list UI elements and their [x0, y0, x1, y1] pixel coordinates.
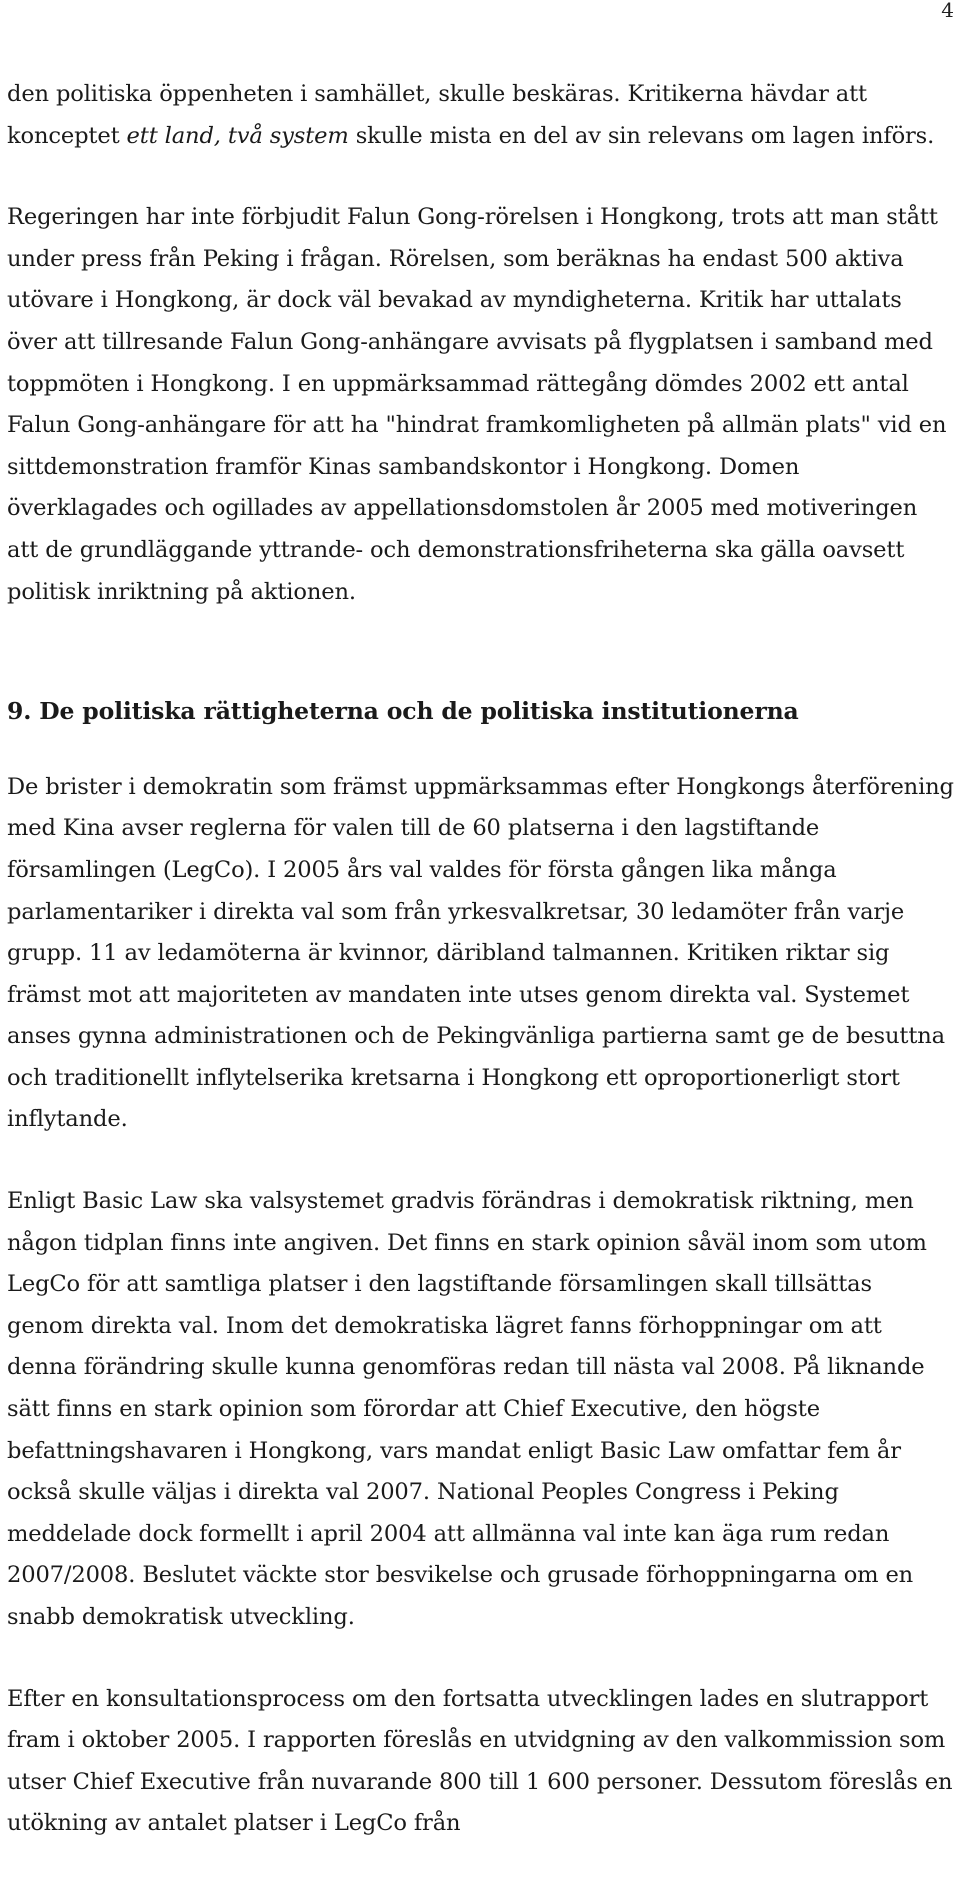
paragraph-1-text-end: skulle mista en del av sin relevans om lagen införs.	[348, 122, 935, 149]
paragraph-spacer	[7, 1639, 955, 1679]
paragraph-2: Regeringen har inte förbjudit Falun Gong-rörelsen i Hongkong, trots att man stått under press från Peking i frågan. Rörelsen, som beräknas ha endast 500 aktiva utövare i Hongkong, är dock väl bevakad av myndigheterna. Kritik har uttalats över att tillresande Falun Gong-anhängare avvisats på flygplatsen i samband med toppmöten i Hongkong. I en uppmärksammad rättegång dömdes 2002 ett antal Falun Gong-anhängare för att ha "hindrat framkomligheten på allmän plats" vid en sittdemonstration framför Kinas sambandskontor i Hongkong. Domen överklagades och ogillades av appellationsdomstolen år 2005 med motiveringen att de grundläggande yttrande- och demonstrationsfriheterna ska gälla oavsett politisk inriktning på aktionen.	[7, 204, 947, 605]
paragraph-3: De brister i demokratin som främst uppmärksammas efter Hongkongs återförening med Kina avser reglerna för valen till de 60 platserna i den lagstiftande församlingen (LegCo). I 2005 års val valdes för första gången lika många parlamentariker i direkta val som från yrkesvalkretsar, 30 ledamöter från varje grupp. 11 av ledamöterna är kvinnor, däribland talmannen. Kritiken riktar sig främst mot att majoriteten av mandaten inte utses genom direkta val. Systemet anses gynna administrationen och de Pekingvänliga partierna samt ge de besuttna och traditionellt inflytelserika kretsarna i Hongkong ett oproportionerligt stort inflytande.	[7, 773, 954, 1133]
section-heading-number: 9.	[7, 697, 32, 726]
page-number: 4	[941, 0, 954, 22]
section-heading	[7, 691, 955, 733]
paragraph-spacer	[7, 157, 955, 197]
heading-spacer	[7, 733, 955, 767]
paragraph-1	[7, 74, 955, 157]
document-body	[7, 74, 955, 1845]
paragraph-1-text-start: den politiska öppenheten i samhället, skulle beskäras. Kritikerna hävdar att konceptet	[7, 81, 867, 149]
section-heading-text: De politiska rättigheterna och de politiska institutionerna	[39, 697, 799, 726]
paragraph-1-italic-phrase: ett land, två system	[126, 122, 349, 149]
paragraph-spacer	[7, 1141, 955, 1181]
paragraph-5: Efter en konsultationsprocess om den fortsatta utvecklingen lades en slutrapport fram i oktober 2005. I rapporten föreslås en utvidgning av den valkommission som utser Chief Executive från nuvarande 800 till 1 600 personer. Dessutom föreslås en utökning av antalet platser i LegCo från	[7, 1685, 953, 1837]
section-spacer	[7, 613, 955, 691]
paragraph-4: Enligt Basic Law ska valsystemet gradvis förändras i demokratisk riktning, men någon tidplan finns inte angiven. Det finns en stark opinion såväl inom som utom LegCo för att samtliga platser i den lagstiftande församlingen skall tillsättas genom direkta val. Inom det demokratiska lägret fanns förhoppningar om att denna förändring skulle kunna genomföras redan till nästa val 2008. På liknande sätt finns en stark opinion som förordar att Chief Executive, den högste befattningshavaren i Hongkong, vars mandat enligt Basic Law omfattar fem år också skulle väljas i direkta val 2007. National Peoples Congress i Peking meddelade dock formellt i april 2004 att allmänna val inte kan äga rum redan 2007/2008. Beslutet väckte stor besvikelse och grusade förhoppningarna om en snabb demokratisk utveckling.	[7, 1188, 927, 1630]
